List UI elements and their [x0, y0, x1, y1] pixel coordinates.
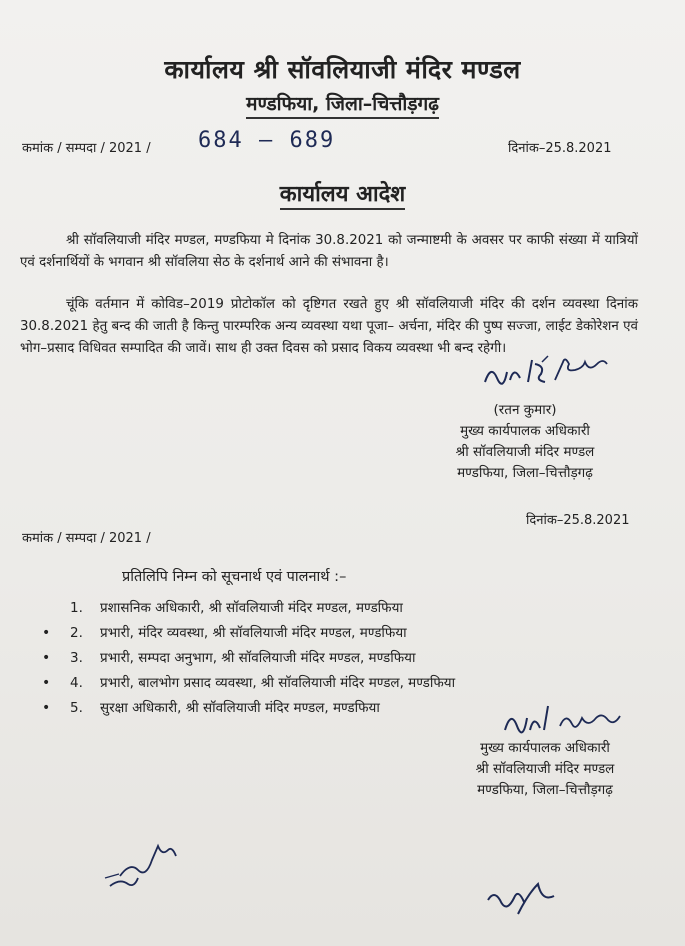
signature-2-scribble [500, 700, 640, 740]
order-paragraph-1: श्री सॉवलियाजी मंदिर मण्डल, मण्डफिया मे दिनांक 30.8.2021 को जन्माष्टमी के अवसर पर काफी संख्या में यात्रियों एवं दर्शनार्थियों के भगवान श्री सॉवलिया सेठ के दर्शनार्थ आने की संभावना है। [20, 233, 638, 270]
copy-recipients-list [42, 596, 456, 721]
signature-1-scribble [480, 352, 630, 392]
signatory-designation: मुख्य कार्यपालक अधिकारी [460, 423, 590, 439]
order-title: कार्यालय आदेश [0, 178, 685, 208]
copy-date: दिनांक–25.8.2021 [526, 513, 630, 528]
handwritten-order-number: 684 – 689 [198, 128, 336, 153]
signatory-name: (रतन कुमार) [493, 402, 557, 418]
signature-block-1 [410, 400, 640, 484]
initials-right-scribble [478, 870, 568, 930]
initials-left-scribble [100, 826, 210, 896]
list-item: • 3. प्रभारी, सम्पदा अनुभाग, श्री सॉवलियाजी मंदिर मण्डल, मण्डफिया [42, 650, 416, 666]
copy-heading: प्रतिलिपि निम्न को सूचनार्थ एवं पालनार्थ :– [122, 569, 347, 585]
order-date: दिनांक–25.8.2021 [508, 141, 612, 156]
list-item: • 4. प्रभारी, बालभोग प्रसाद व्यवस्था, श्री सॉवलियाजी मंदिर मण्डल, मण्डफिया [42, 675, 456, 691]
order-reference: कमांक / सम्पदा / 2021 / [22, 141, 151, 156]
order-paragraph-2: चूंकि वर्तमान में कोविड–2019 प्रोटोकॉल को दृष्टिगत रखते हुए श्री सॉवलियाजी मंदिर की दर्शन व्यवस्था दिनांक 30.8.2021 हेतु बन्द की जाती है किन्तु पारम्परिक अन्य व्यवस्था यथा पूजा– अर्चना, मंदिर की पुष्प सज्जा, लाईट डेकोरेशन एवं भोग–प्रसाद विधिवत सम्पादित की जावें। साथ ही उक्त दिवस को प्रसाद विकय व्यवस्था भी बन्द रहेगी। [20, 297, 638, 356]
signatory-place: मण्डफिया, जिला–चित्तौड़गढ़ [477, 782, 613, 798]
office-header: कार्यालय श्री सॉवलियाजी मंदिर मण्डल [164, 55, 521, 84]
signatory-designation: मुख्य कार्यपालक अधिकारी [480, 740, 610, 756]
copy-reference: कमांक / सम्पदा / 2021 / [22, 531, 151, 546]
list-item: • 2. प्रभारी, मंदिर व्यवस्था, श्री सॉवलियाजी मंदिर मण्डल, मण्डफिया [42, 625, 407, 641]
signature-block-2 [430, 738, 660, 801]
signatory-office: श्री सॉवलियाजी मंदिर मण्डल [455, 444, 595, 460]
signatory-place: मण्डफिया, जिला–चित्तौड़गढ़ [457, 465, 593, 481]
list-item: 1. प्रशासनिक अधिकारी, श्री सॉवलियाजी मंदिर मण्डल, मण्डफिया [70, 600, 403, 616]
signatory-office: श्री सॉवलियाजी मंदिर मण्डल [475, 761, 615, 777]
list-item: • 5. सुरक्षा अधिकारी, श्री सॉवलियाजी मंदिर मण्डल, मण्डफिया [42, 700, 380, 716]
office-place: मण्डफिया, जिला–चित्तौड़गढ़ [0, 90, 685, 116]
